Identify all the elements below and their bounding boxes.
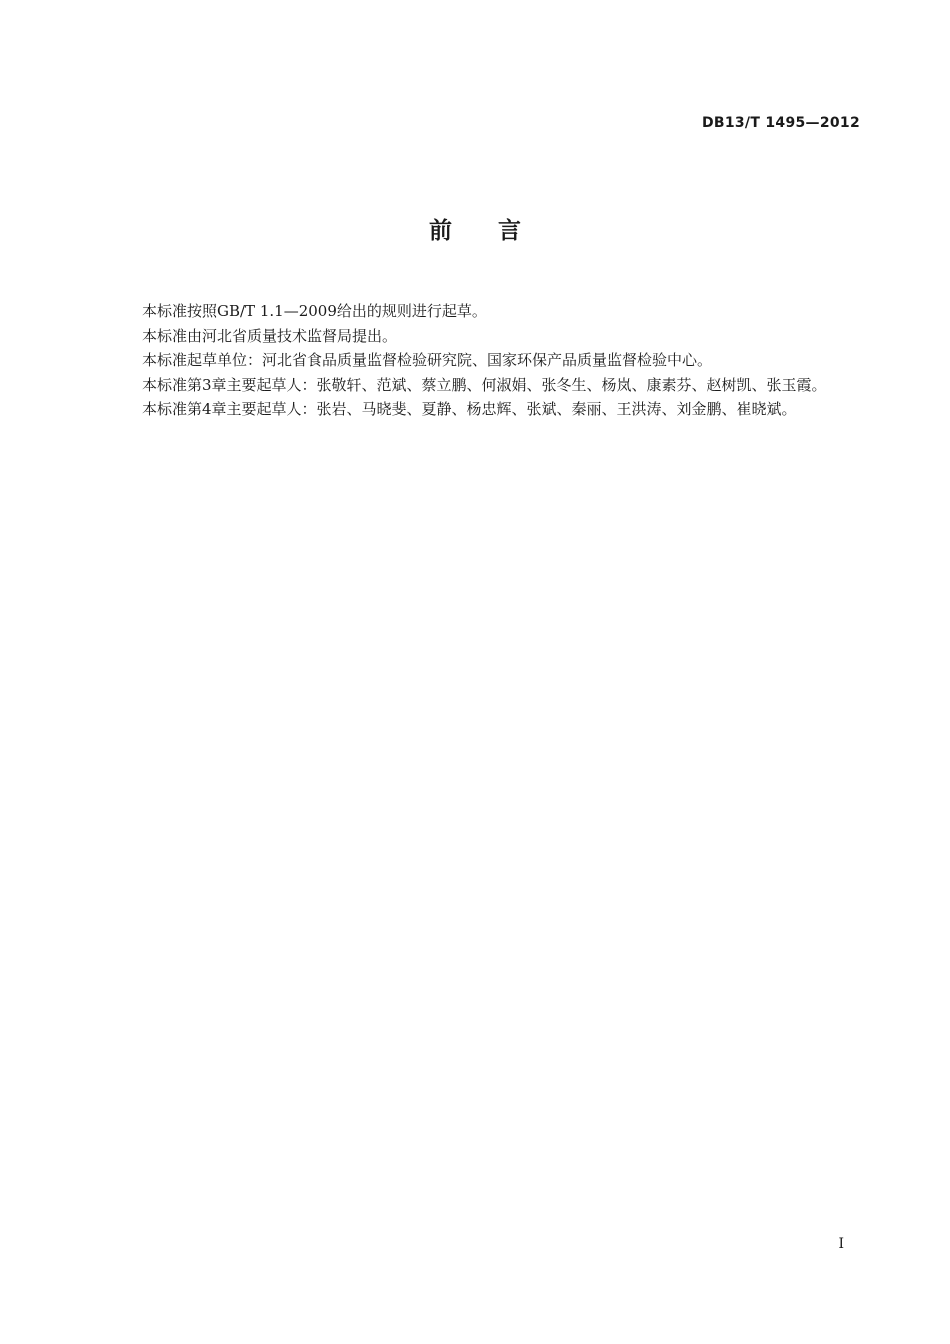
- paragraph-chapter3-drafters: 本标准第3章主要起草人：张敬轩、范斌、蔡立鹏、何淑娟、张冬生、杨岚、康素芬、赵树凯、张玉霞。: [142, 375, 827, 394]
- paragraph-chapter4-drafters: 本标准第4章主要起草人：张岩、马晓斐、夏静、杨忠辉、张斌、秦丽、王洪涛、刘金鹏、崔晓斌。: [142, 400, 797, 418]
- paragraph-drafting-units: 本标准起草单位：河北省食品质量监督检验研究院、国家环保产品质量监督检验中心。: [142, 351, 713, 369]
- foreword-body: [112, 299, 860, 422]
- paragraph-proposer: 本标准由河北省质量技术监督局提出。: [142, 326, 398, 345]
- section-title-part1: 前: [429, 218, 452, 244]
- section-title: [0, 212, 950, 245]
- page-number: I: [838, 1236, 844, 1252]
- paragraph-drafting-rules: 本标准按照GB/T 1.1—2009给出的规则进行起草。: [142, 302, 487, 320]
- document-code: DB13/T 1495—2012: [701, 115, 860, 131]
- section-title-part2: 言: [498, 218, 521, 244]
